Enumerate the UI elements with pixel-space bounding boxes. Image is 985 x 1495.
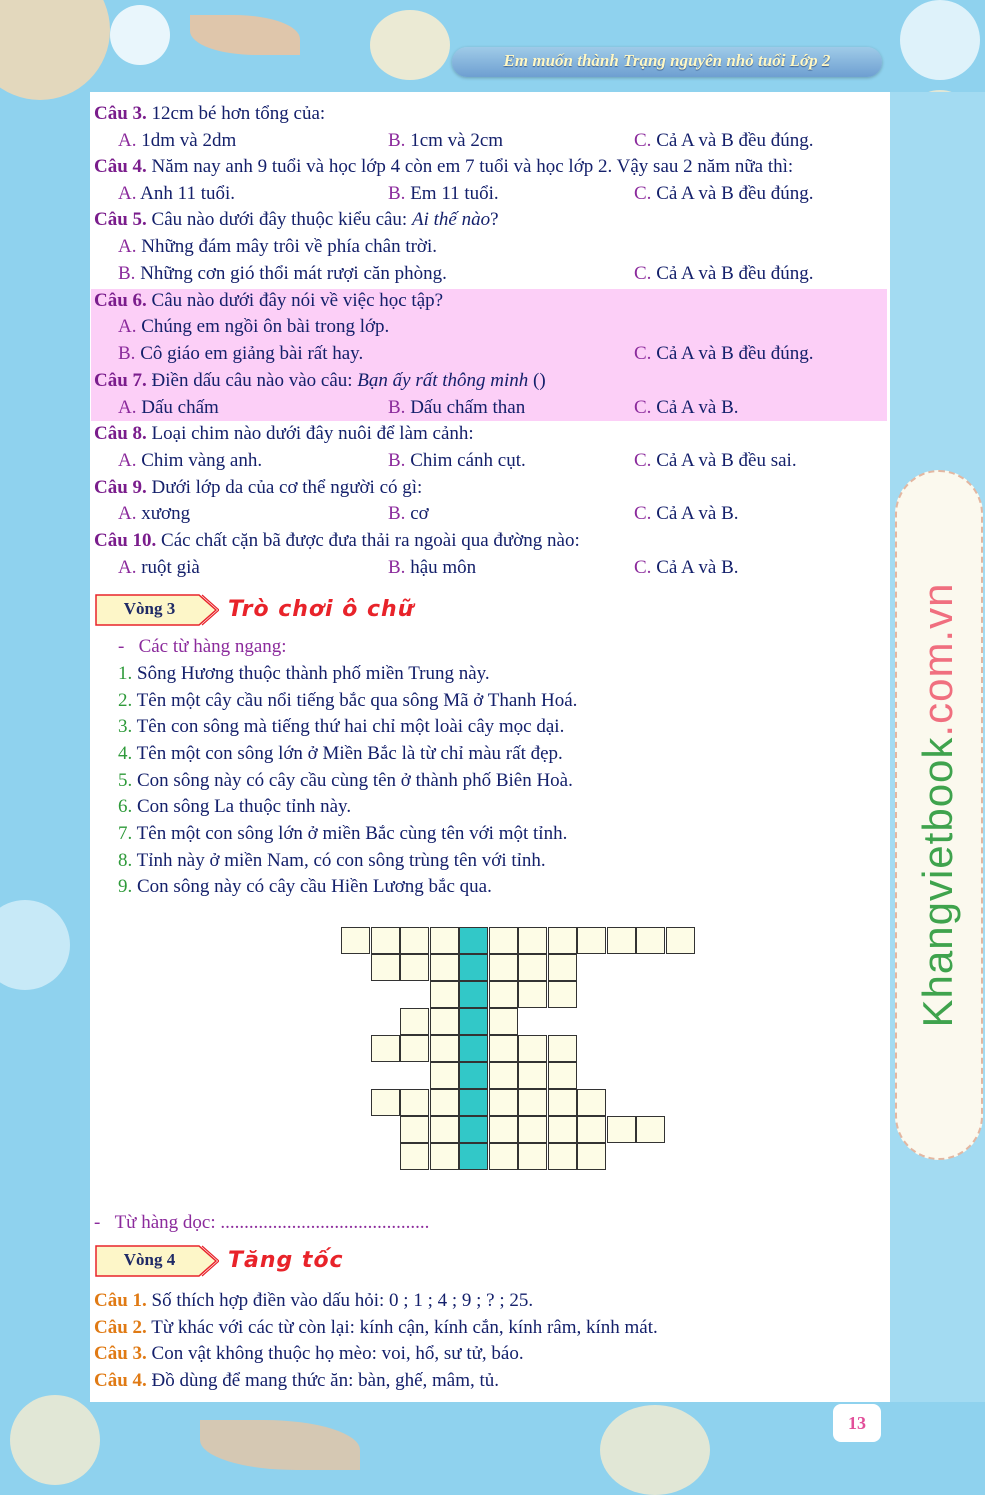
option-b: B. Những cơn gió thổi mát rượi căn phòng. xyxy=(118,263,447,284)
speed-question: Câu 3. Con vật không thuộc họ mèo: voi, hổ, sư tử, báo. xyxy=(94,1343,524,1364)
crossword-cell[interactable] xyxy=(518,981,547,1008)
crossword-cell[interactable] xyxy=(548,927,577,954)
crossword-cell[interactable] xyxy=(577,927,606,954)
question-8: Câu 8. Loại chim nào dưới đây nuôi để làm cảnh: xyxy=(94,423,474,444)
crossword-cell[interactable] xyxy=(577,1089,606,1116)
crossword-cell[interactable] xyxy=(489,1116,518,1143)
crossword-key-cell[interactable] xyxy=(459,927,488,954)
decor-flower xyxy=(0,900,70,990)
decor-flower xyxy=(600,1405,710,1495)
crossword-cell[interactable] xyxy=(489,1143,518,1170)
publisher-url[interactable]: Khangvietbook.com.vn xyxy=(914,582,961,1028)
decor-beetle xyxy=(370,10,450,80)
option-a: A. 1dm và 2dm xyxy=(118,130,237,151)
crossword-cell[interactable] xyxy=(518,1116,547,1143)
option-b: B. 1cm và 2cm xyxy=(388,130,504,151)
speed-question: Câu 4. Đồ dùng để mang thức ăn: bàn, ghế, mâm, tủ. xyxy=(94,1370,500,1391)
crossword-cell[interactable] xyxy=(371,954,400,981)
option-a: A. ruột già xyxy=(118,557,200,578)
crossword-cell[interactable] xyxy=(577,1143,606,1170)
crossword-cell[interactable] xyxy=(489,1062,518,1089)
crossword-key-cell[interactable] xyxy=(459,1035,488,1062)
option-a: A. Những đám mây trôi về phía chân trời. xyxy=(118,236,438,257)
option-c: C. Cả A và B đều đúng. xyxy=(634,183,814,204)
crossword-cell[interactable] xyxy=(400,1116,429,1143)
crossword-cell[interactable] xyxy=(400,1008,429,1035)
option-a: A. Chúng em ngồi ôn bài trong lớp. xyxy=(118,316,390,337)
option-c: C. Cả A và B đều sai. xyxy=(634,450,797,471)
decor-leaf xyxy=(200,1420,360,1470)
crossword-cell[interactable] xyxy=(371,1089,400,1116)
question-10: Câu 10. Các chất cặn bã được đưa thải ra ngoài qua đường nào: xyxy=(94,530,580,551)
crossword-cell[interactable] xyxy=(548,1116,577,1143)
question-9: Câu 9. Dưới lớp da của cơ thể người có gì: xyxy=(94,477,423,498)
option-c: C. Cả A và B đều đúng. xyxy=(634,130,814,151)
crossword-cell[interactable] xyxy=(489,954,518,981)
crossword-cell[interactable] xyxy=(518,1062,547,1089)
clue-item: 7. Tên một con sông lớn ở miền Bắc cùng tên với một tỉnh. xyxy=(118,823,568,844)
clues-intro: - Các từ hàng ngang: xyxy=(118,636,287,657)
decor-leaf xyxy=(190,15,300,55)
crossword-cell[interactable] xyxy=(400,1143,429,1170)
round-label: Vòng 4 xyxy=(123,1250,176,1269)
round-label: Vòng 3 xyxy=(123,599,176,618)
option-b: B. hậu môn xyxy=(388,557,477,578)
crossword-cell[interactable] xyxy=(548,981,577,1008)
round-3-badge xyxy=(94,593,219,627)
decor-flower xyxy=(10,1395,100,1485)
crossword-key-cell[interactable] xyxy=(459,1008,488,1035)
crossword-key-cell[interactable] xyxy=(459,1143,488,1170)
crossword-cell[interactable] xyxy=(430,1035,459,1062)
crossword-key-cell[interactable] xyxy=(459,1116,488,1143)
crossword-cell[interactable] xyxy=(548,1062,577,1089)
round-4-badge xyxy=(94,1244,219,1278)
speed-question: Câu 1. Số thích hợp điền vào dấu hỏi: 0 ; 1 ; 4 ; 9 ; ? ; 25. xyxy=(94,1290,534,1311)
option-c: C. Cả A và B đều đúng. xyxy=(634,263,814,284)
crossword-cell[interactable] xyxy=(518,954,547,981)
header-banner xyxy=(452,47,882,77)
decor-flower xyxy=(0,0,110,100)
crossword-key-cell[interactable] xyxy=(459,1062,488,1089)
crossword-cell[interactable] xyxy=(518,1035,547,1062)
crossword-cell[interactable] xyxy=(430,981,459,1008)
header-title: Em muốn thành Trạng nguyên nhỏ tuổi Lớp 2 xyxy=(503,51,831,70)
question-5: Câu 5. Câu nào dưới đây thuộc kiểu câu: Ai thế nào? xyxy=(94,209,499,230)
clue-item: 5. Con sông này có cây cầu cùng tên ở thành phố Biên Hoà. xyxy=(118,770,573,791)
clue-item: 3. Tên con sông mà tiếng thứ hai chỉ một loài cây mọc dại. xyxy=(118,716,565,737)
question-3: Câu 3. 12cm bé hơn tổng của: xyxy=(94,103,326,124)
option-a: A. xương xyxy=(118,503,191,524)
clue-item: 9. Con sông này có cây cầu Hiền Lương bắc qua. xyxy=(118,876,492,897)
clue-item: 6. Con sông La thuộc tỉnh này. xyxy=(118,796,352,817)
vertical-word-blank[interactable]: ............................................ xyxy=(220,1212,430,1233)
crossword-key-cell[interactable] xyxy=(459,981,488,1008)
crossword-cell[interactable] xyxy=(430,1116,459,1143)
decor-flower xyxy=(110,5,170,65)
option-b: B. Dấu chấm than xyxy=(388,397,526,418)
question-4: Câu 4. Năm nay anh 9 tuổi và học lớp 4 còn em 7 tuổi và học lớp 2. Vậy sau 2 năm nữa thì: xyxy=(94,156,794,177)
option-b: B. Em 11 tuổi. xyxy=(388,183,499,204)
crossword-cell[interactable] xyxy=(489,1035,518,1062)
crossword-cell[interactable] xyxy=(489,1089,518,1116)
crossword-cell[interactable] xyxy=(636,927,665,954)
crossword-cell[interactable] xyxy=(430,1062,459,1089)
crossword-cell[interactable] xyxy=(518,1143,547,1170)
crossword-cell[interactable] xyxy=(577,1116,606,1143)
clue-item: 2. Tên một cây cầu nổi tiếng bắc qua sông Mã ở Thanh Hoá. xyxy=(118,690,578,711)
round-title: Tăng tốc xyxy=(228,1248,344,1273)
decor-flower xyxy=(900,0,980,80)
crossword-cell[interactable] xyxy=(636,1116,665,1143)
crossword-cell[interactable] xyxy=(666,927,695,954)
round-title: Trò chơi ô chữ xyxy=(228,597,415,622)
crossword-cell[interactable] xyxy=(430,927,459,954)
crossword-cell[interactable] xyxy=(430,1008,459,1035)
crossword-cell[interactable] xyxy=(430,954,459,981)
crossword-cell[interactable] xyxy=(548,1089,577,1116)
clue-item: 8. Tỉnh này ở miền Nam, có con sông trùng tên với tỉnh. xyxy=(118,850,546,871)
question-7: Câu 7. Điền dấu câu nào vào câu: Bạn ấy rất thông minh () xyxy=(94,370,546,391)
option-c: C. Cả A và B đều đúng. xyxy=(634,343,814,364)
question-6: Câu 6. Câu nào dưới đây nói về việc học tập? xyxy=(94,290,444,311)
crossword-key-cell[interactable] xyxy=(459,1089,488,1116)
crossword-cell[interactable] xyxy=(607,927,636,954)
crossword-cell[interactable] xyxy=(548,1143,577,1170)
crossword-cell[interactable] xyxy=(400,954,429,981)
crossword-key-cell[interactable] xyxy=(459,954,488,981)
page-number: 13 xyxy=(833,1404,881,1442)
option-c: C. Cả A và B. xyxy=(634,397,739,418)
clue-item: 4. Tên một con sông lớn ở Miền Bắc là từ chỉ màu rất đẹp. xyxy=(118,743,563,764)
crossword-cell[interactable] xyxy=(371,927,400,954)
crossword-cell[interactable] xyxy=(400,1089,429,1116)
crossword-cell[interactable] xyxy=(607,1116,636,1143)
option-a: A. Dấu chấm xyxy=(118,397,219,418)
vertical-word-line: - Từ hàng dọc: ............................................ xyxy=(94,1212,430,1233)
speed-question: Câu 2. Từ khác với các từ còn lại: kính cận, kính cắn, kính râm, kính mát. xyxy=(94,1317,658,1338)
crossword-cell[interactable] xyxy=(430,1143,459,1170)
crossword-cell[interactable] xyxy=(371,1035,400,1062)
crossword-cell[interactable] xyxy=(518,927,547,954)
option-b: B. cơ xyxy=(388,503,429,524)
crossword-cell[interactable] xyxy=(430,1089,459,1116)
crossword-cell[interactable] xyxy=(548,1035,577,1062)
option-a: A. Chim vàng anh. xyxy=(118,450,263,471)
clue-item: 1. Sông Hương thuộc thành phố miền Trung này. xyxy=(118,663,490,684)
option-a: A. Anh 11 tuổi. xyxy=(118,183,236,204)
option-b: B. Cô giáo em giảng bài rất hay. xyxy=(118,343,364,364)
crossword-cell[interactable] xyxy=(400,1035,429,1062)
option-c: C. Cả A và B. xyxy=(634,557,739,578)
crossword-cell[interactable] xyxy=(489,927,518,954)
crossword-cell[interactable] xyxy=(489,1008,518,1035)
crossword-cell[interactable] xyxy=(489,981,518,1008)
crossword-cell[interactable] xyxy=(341,927,370,954)
crossword-cell[interactable] xyxy=(518,1089,547,1116)
option-b: B. Chim cánh cụt. xyxy=(388,450,526,471)
option-c: C. Cả A và B. xyxy=(634,503,739,524)
crossword-cell[interactable] xyxy=(548,954,577,981)
crossword-cell[interactable] xyxy=(400,927,429,954)
